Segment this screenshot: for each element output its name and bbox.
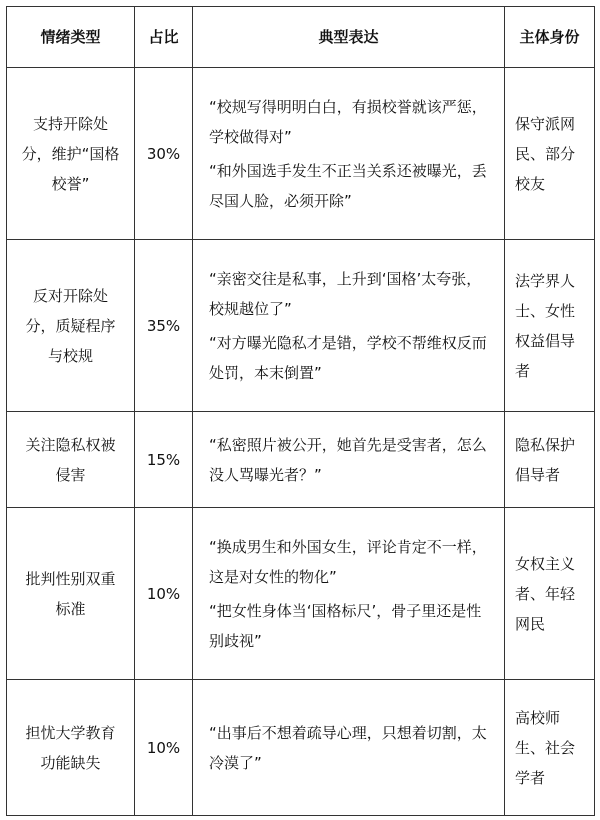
table-row bbox=[7, 680, 595, 816]
table-row bbox=[7, 68, 595, 240]
emotion-type-cell: 关注隐私权被侵害 bbox=[7, 412, 135, 508]
expression-cell bbox=[193, 240, 505, 412]
identity-cell: 高校师生、社会学者 bbox=[505, 680, 595, 816]
expression-cell bbox=[193, 68, 505, 240]
share-cell: 15% bbox=[135, 412, 193, 508]
quote-text: “换成男生和外国女生，评论肯定不一样，这是对女性的物化” bbox=[209, 537, 487, 586]
quote-text: “亲密交往是私事，上升到‘国格’太夸张，校规越位了” bbox=[209, 269, 482, 318]
share-cell: 35% bbox=[135, 240, 193, 412]
header-row bbox=[7, 7, 595, 68]
emotion-type-cell: 反对开除处分，质疑程序与校规 bbox=[7, 240, 135, 412]
quote-text: “对方曝光隐私才是错，学校不帮维权反而处罚，本末倒置” bbox=[209, 333, 487, 382]
identity-cell: 保守派网民、部分校友 bbox=[505, 68, 595, 240]
sentiment-table bbox=[6, 6, 595, 816]
emotion-type-cell: 担忧大学教育功能缺失 bbox=[7, 680, 135, 816]
expression-cell bbox=[193, 412, 505, 508]
header-typical-expression: 典型表达 bbox=[193, 7, 505, 68]
table-row bbox=[7, 412, 595, 508]
share-cell: 10% bbox=[135, 680, 193, 816]
identity-cell: 女权主义者、年轻网民 bbox=[505, 508, 595, 680]
header-emotion-type: 情绪类型 bbox=[7, 7, 135, 68]
quote-text: “和外国选手发生不正当关系还被曝光，丢尽国人脸，必须开除” bbox=[209, 161, 487, 210]
emotion-type-cell: 支持开除处分，维护“国格校誉” bbox=[7, 68, 135, 240]
share-cell: 30% bbox=[135, 68, 193, 240]
header-share: 占比 bbox=[135, 7, 193, 68]
emotion-type-cell: 批判性别双重标准 bbox=[7, 508, 135, 680]
expression-cell bbox=[193, 680, 505, 816]
quote-text: “私密照片被公开，她首先是受害者，怎么没人骂曝光者？” bbox=[209, 435, 487, 484]
quote-text: “把女性身体当‘国格标尺’，骨子里还是性别歧视” bbox=[209, 601, 482, 650]
identity-cell: 隐私保护倡导者 bbox=[505, 412, 595, 508]
share-cell: 10% bbox=[135, 508, 193, 680]
expression-cell bbox=[193, 508, 505, 680]
header-identity: 主体身份 bbox=[505, 7, 595, 68]
table-row bbox=[7, 508, 595, 680]
identity-cell: 法学界人士、女性权益倡导者 bbox=[505, 240, 595, 412]
table-row bbox=[7, 240, 595, 412]
quote-text: “校规写得明明白白，有损校誉就该严惩，学校做得对” bbox=[209, 97, 487, 146]
quote-text: “出事后不想着疏导心理，只想着切割，太冷漠了” bbox=[209, 723, 487, 772]
